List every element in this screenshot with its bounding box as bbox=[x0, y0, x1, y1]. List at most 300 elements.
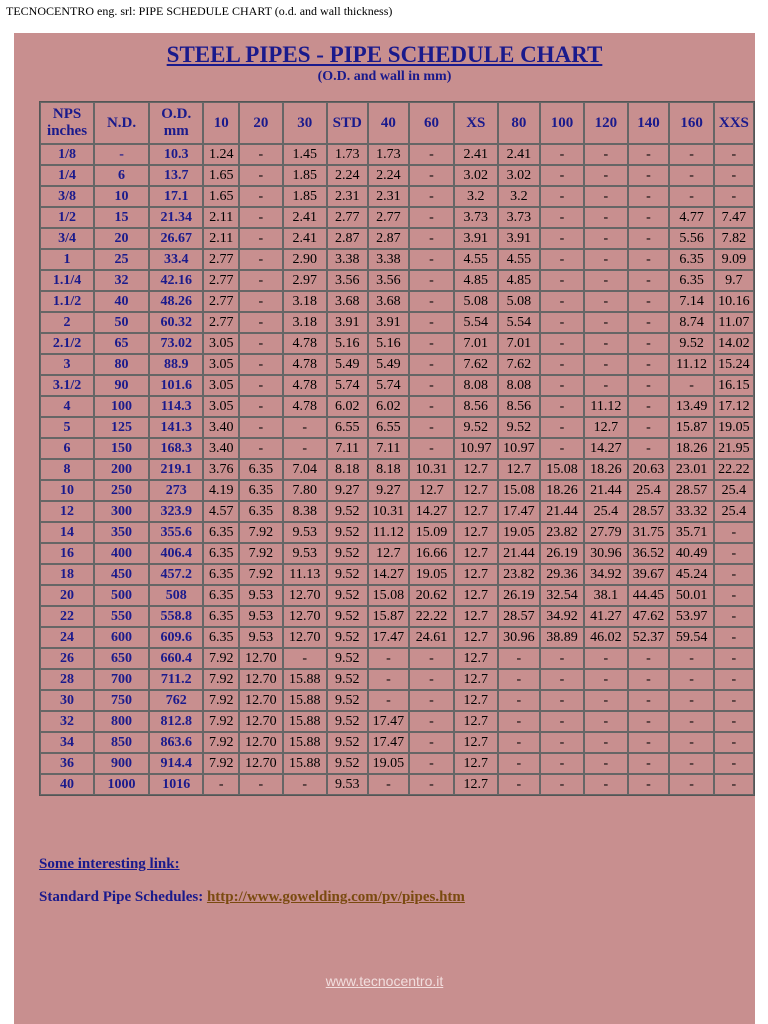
wall-thickness-cell: 10.97 bbox=[454, 438, 498, 459]
wall-thickness-cell: 7.80 bbox=[283, 480, 327, 501]
nps-cell: 1/4 bbox=[40, 165, 94, 186]
wall-thickness-cell: 4.78 bbox=[283, 396, 327, 417]
wall-thickness-cell: - bbox=[409, 732, 453, 753]
wall-thickness-cell: 11.13 bbox=[283, 564, 327, 585]
wall-thickness-cell: 5.54 bbox=[498, 312, 540, 333]
wall-thickness-cell: 14.27 bbox=[368, 564, 410, 585]
column-header: NPS inches bbox=[40, 102, 94, 144]
wall-thickness-cell: 9.52 bbox=[498, 417, 540, 438]
wall-thickness-cell: 3.40 bbox=[203, 417, 239, 438]
wall-thickness-cell: 12.70 bbox=[239, 669, 282, 690]
table-row bbox=[40, 669, 754, 690]
wall-thickness-cell: 7.62 bbox=[498, 354, 540, 375]
wall-thickness-cell: 15.87 bbox=[368, 606, 410, 627]
wall-thickness-cell: 8.18 bbox=[368, 459, 410, 480]
wall-thickness-cell: - bbox=[409, 186, 453, 207]
wall-thickness-cell: 12.7 bbox=[454, 774, 498, 795]
nps-cell: 28 bbox=[40, 669, 94, 690]
wall-thickness-cell: 16.15 bbox=[714, 375, 754, 396]
wall-thickness-cell: - bbox=[239, 249, 282, 270]
wall-thickness-cell: - bbox=[540, 417, 584, 438]
column-header: 30 bbox=[283, 102, 327, 144]
wall-thickness-cell: 23.82 bbox=[540, 522, 584, 543]
wall-thickness-cell: 15.08 bbox=[498, 480, 540, 501]
wall-thickness-cell: 53.97 bbox=[669, 606, 713, 627]
nps-cell: 2.1/2 bbox=[40, 333, 94, 354]
wall-thickness-cell: - bbox=[540, 249, 584, 270]
wall-thickness-cell: - bbox=[540, 312, 584, 333]
nd-cell: 250 bbox=[94, 480, 149, 501]
wall-thickness-cell: 5.49 bbox=[368, 354, 410, 375]
wall-thickness-cell: 9.52 bbox=[327, 564, 368, 585]
wall-thickness-cell: 3.18 bbox=[283, 312, 327, 333]
wall-thickness-cell: 7.04 bbox=[283, 459, 327, 480]
wall-thickness-cell: 12.7 bbox=[409, 480, 453, 501]
column-header: 40 bbox=[368, 102, 410, 144]
wall-thickness-cell: 3.91 bbox=[498, 228, 540, 249]
wall-thickness-cell: - bbox=[628, 354, 670, 375]
chart-subtitle: (O.D. and wall in mm) bbox=[317, 69, 452, 84]
nps-cell: 16 bbox=[40, 543, 94, 564]
column-header: 140 bbox=[628, 102, 670, 144]
wall-thickness-cell: 23.01 bbox=[669, 459, 713, 480]
wall-thickness-cell: 2.11 bbox=[203, 207, 239, 228]
wall-thickness-cell: 4.78 bbox=[283, 333, 327, 354]
wall-thickness-cell: 44.45 bbox=[628, 585, 670, 606]
column-header: O.D. mm bbox=[149, 102, 203, 144]
wall-thickness-cell: - bbox=[409, 354, 453, 375]
wall-thickness-cell: - bbox=[628, 270, 670, 291]
wall-thickness-cell: 9.52 bbox=[327, 753, 368, 774]
wall-thickness-cell: 7.47 bbox=[714, 207, 754, 228]
nd-cell: 400 bbox=[94, 543, 149, 564]
nd-cell: 100 bbox=[94, 396, 149, 417]
wall-thickness-cell: - bbox=[714, 711, 754, 732]
od-cell: 457.2 bbox=[149, 564, 203, 585]
wall-thickness-cell: 5.16 bbox=[327, 333, 368, 354]
wall-thickness-cell: - bbox=[628, 165, 670, 186]
wall-thickness-cell: - bbox=[409, 144, 453, 165]
nps-cell: 32 bbox=[40, 711, 94, 732]
wall-thickness-cell: - bbox=[239, 312, 282, 333]
wall-thickness-cell: - bbox=[669, 690, 713, 711]
wall-thickness-cell: 12.7 bbox=[454, 753, 498, 774]
wall-thickness-cell: 21.44 bbox=[498, 543, 540, 564]
wall-thickness-cell: 5.56 bbox=[669, 228, 713, 249]
wall-thickness-cell: 6.35 bbox=[239, 459, 282, 480]
wall-thickness-cell: - bbox=[584, 291, 627, 312]
od-cell: 406.4 bbox=[149, 543, 203, 564]
wall-thickness-cell: - bbox=[584, 375, 627, 396]
wall-thickness-cell: 9.53 bbox=[239, 606, 282, 627]
column-header: XXS bbox=[714, 102, 754, 144]
wall-thickness-cell: - bbox=[283, 774, 327, 795]
nps-cell: 3 bbox=[40, 354, 94, 375]
wall-thickness-cell: 9.52 bbox=[327, 669, 368, 690]
wall-thickness-cell: 39.67 bbox=[628, 564, 670, 585]
wall-thickness-cell: - bbox=[714, 627, 754, 648]
wall-thickness-cell: 15.88 bbox=[283, 690, 327, 711]
wall-thickness-cell: 8.18 bbox=[327, 459, 368, 480]
wall-thickness-cell: - bbox=[714, 690, 754, 711]
wall-thickness-cell: - bbox=[584, 270, 627, 291]
wall-thickness-cell: 3.38 bbox=[368, 249, 410, 270]
od-cell: 21.34 bbox=[149, 207, 203, 228]
wall-thickness-cell: 15.87 bbox=[669, 417, 713, 438]
wall-thickness-cell: 12.70 bbox=[239, 711, 282, 732]
wall-thickness-cell: 12.7 bbox=[454, 690, 498, 711]
wall-thickness-cell: 15.88 bbox=[283, 711, 327, 732]
wall-thickness-cell: - bbox=[283, 648, 327, 669]
nps-cell: 3.1/2 bbox=[40, 375, 94, 396]
wall-thickness-cell: 19.05 bbox=[368, 753, 410, 774]
wall-thickness-cell: 25.4 bbox=[584, 501, 627, 522]
wall-thickness-cell: 12.7 bbox=[454, 522, 498, 543]
wall-thickness-cell: 4.85 bbox=[498, 270, 540, 291]
wall-thickness-cell: 15.88 bbox=[283, 669, 327, 690]
wall-thickness-cell: 41.27 bbox=[584, 606, 627, 627]
wall-thickness-cell: 23.82 bbox=[498, 564, 540, 585]
wall-thickness-cell: 7.82 bbox=[714, 228, 754, 249]
table-row bbox=[40, 396, 754, 417]
wall-thickness-cell: - bbox=[540, 375, 584, 396]
wall-thickness-cell: - bbox=[409, 753, 453, 774]
nps-cell: 2 bbox=[40, 312, 94, 333]
wall-thickness-cell: 5.08 bbox=[498, 291, 540, 312]
wall-thickness-cell: 3.73 bbox=[498, 207, 540, 228]
wall-thickness-cell: 7.92 bbox=[203, 711, 239, 732]
wall-thickness-cell: 5.16 bbox=[368, 333, 410, 354]
table-row bbox=[40, 333, 754, 354]
od-cell: 711.2 bbox=[149, 669, 203, 690]
nps-cell: 40 bbox=[40, 774, 94, 795]
wall-thickness-cell: - bbox=[669, 375, 713, 396]
wall-thickness-cell: 45.24 bbox=[669, 564, 713, 585]
wall-thickness-cell: 2.97 bbox=[283, 270, 327, 291]
wall-thickness-cell: 3.40 bbox=[203, 438, 239, 459]
wall-thickness-cell: 36.52 bbox=[628, 543, 670, 564]
nps-cell: 1/8 bbox=[40, 144, 94, 165]
nd-cell: 800 bbox=[94, 711, 149, 732]
wall-thickness-cell: 3.02 bbox=[454, 165, 498, 186]
wall-thickness-cell: - bbox=[584, 774, 627, 795]
document-title: TECNOCENTRO eng. srl: PIPE SCHEDULE CHART (o.d. and wall thickness) bbox=[6, 4, 393, 18]
wall-thickness-cell: - bbox=[239, 207, 282, 228]
wall-thickness-cell: - bbox=[409, 669, 453, 690]
table-row bbox=[40, 438, 754, 459]
wall-thickness-cell: 2.41 bbox=[454, 144, 498, 165]
wall-thickness-cell: 11.07 bbox=[714, 312, 754, 333]
wall-thickness-cell: - bbox=[239, 438, 282, 459]
table-row bbox=[40, 690, 754, 711]
wall-thickness-cell: 9.53 bbox=[327, 774, 368, 795]
wall-thickness-cell: 3.18 bbox=[283, 291, 327, 312]
wall-thickness-cell: 10.97 bbox=[498, 438, 540, 459]
wall-thickness-cell: - bbox=[584, 186, 627, 207]
wall-thickness-cell: 15.88 bbox=[283, 753, 327, 774]
wall-thickness-cell: - bbox=[714, 606, 754, 627]
wall-thickness-cell: 18.26 bbox=[540, 480, 584, 501]
table-row bbox=[40, 732, 754, 753]
links-heading: Some interesting link: bbox=[39, 856, 180, 872]
column-header: 80 bbox=[498, 102, 540, 144]
wall-thickness-cell: - bbox=[540, 711, 584, 732]
wall-thickness-cell: 4.55 bbox=[498, 249, 540, 270]
wall-thickness-cell: 3.02 bbox=[498, 165, 540, 186]
wall-thickness-cell: - bbox=[584, 711, 627, 732]
wall-thickness-cell: 20.62 bbox=[409, 585, 453, 606]
wall-thickness-cell: 3.2 bbox=[498, 186, 540, 207]
nd-cell: 1000 bbox=[94, 774, 149, 795]
wall-thickness-cell: - bbox=[540, 774, 584, 795]
wall-thickness-cell: 3.73 bbox=[454, 207, 498, 228]
wall-thickness-cell: 8.08 bbox=[454, 375, 498, 396]
wall-thickness-cell: - bbox=[498, 732, 540, 753]
nd-cell: 10 bbox=[94, 186, 149, 207]
wall-thickness-cell: 9.7 bbox=[714, 270, 754, 291]
wall-thickness-cell: 12.7 bbox=[454, 732, 498, 753]
wall-thickness-cell: - bbox=[540, 207, 584, 228]
wall-thickness-cell: - bbox=[669, 144, 713, 165]
wall-thickness-cell: 1.45 bbox=[283, 144, 327, 165]
wall-thickness-cell: 8.56 bbox=[454, 396, 498, 417]
wall-thickness-cell: 2.77 bbox=[368, 207, 410, 228]
wall-thickness-cell: 12.7 bbox=[454, 564, 498, 585]
wall-thickness-cell: - bbox=[540, 669, 584, 690]
table-row bbox=[40, 774, 754, 795]
wall-thickness-cell: - bbox=[409, 312, 453, 333]
nps-cell: 34 bbox=[40, 732, 94, 753]
nd-cell: 600 bbox=[94, 627, 149, 648]
wall-thickness-cell: 3.05 bbox=[203, 375, 239, 396]
wall-thickness-cell: 38.89 bbox=[540, 627, 584, 648]
od-cell: 323.9 bbox=[149, 501, 203, 522]
wall-thickness-cell: - bbox=[584, 207, 627, 228]
wall-thickness-cell: 6.35 bbox=[239, 501, 282, 522]
wall-thickness-cell: 4.85 bbox=[454, 270, 498, 291]
wall-thickness-cell: 1.85 bbox=[283, 186, 327, 207]
wall-thickness-cell: 3.91 bbox=[454, 228, 498, 249]
wall-thickness-cell: 5.74 bbox=[368, 375, 410, 396]
wall-thickness-cell: - bbox=[540, 396, 584, 417]
wall-thickness-cell: 9.52 bbox=[669, 333, 713, 354]
wall-thickness-cell: 9.53 bbox=[239, 585, 282, 606]
table-header-row bbox=[40, 102, 754, 144]
od-cell: 609.6 bbox=[149, 627, 203, 648]
pipe-schedules-link[interactable]: http://www.gowelding.com/pv/pipes.htm bbox=[206, 889, 465, 905]
wall-thickness-cell: 17.47 bbox=[368, 711, 410, 732]
wall-thickness-cell: 2.24 bbox=[368, 165, 410, 186]
wall-thickness-cell: 12.7 bbox=[454, 501, 498, 522]
nps-cell: 1.1/2 bbox=[40, 291, 94, 312]
table-row bbox=[40, 522, 754, 543]
wall-thickness-cell: - bbox=[498, 753, 540, 774]
wall-thickness-cell: - bbox=[540, 270, 584, 291]
wall-thickness-cell: 12.7 bbox=[454, 585, 498, 606]
wall-thickness-cell: 7.92 bbox=[203, 669, 239, 690]
wall-thickness-cell: 12.70 bbox=[239, 648, 282, 669]
links-line bbox=[39, 889, 465, 906]
wall-thickness-cell: - bbox=[584, 669, 627, 690]
wall-thickness-cell: 28.57 bbox=[628, 501, 670, 522]
table-row bbox=[40, 375, 754, 396]
nps-cell: 18 bbox=[40, 564, 94, 585]
wall-thickness-cell: 12.7 bbox=[454, 606, 498, 627]
wall-thickness-cell: 6.35 bbox=[203, 522, 239, 543]
wall-thickness-cell: 7.62 bbox=[454, 354, 498, 375]
wall-thickness-cell: - bbox=[409, 165, 453, 186]
wall-thickness-cell: - bbox=[540, 144, 584, 165]
wall-thickness-cell: 34.92 bbox=[584, 564, 627, 585]
column-header: N.D. bbox=[94, 102, 149, 144]
nps-cell: 3/4 bbox=[40, 228, 94, 249]
wall-thickness-cell: 28.57 bbox=[669, 480, 713, 501]
wall-thickness-cell: 12.7 bbox=[454, 669, 498, 690]
wall-thickness-cell: 15.09 bbox=[409, 522, 453, 543]
wall-thickness-cell: - bbox=[409, 228, 453, 249]
wall-thickness-cell: - bbox=[409, 690, 453, 711]
nd-cell: 450 bbox=[94, 564, 149, 585]
link-label: Standard Pipe Schedules: bbox=[39, 889, 204, 905]
od-cell: 101.6 bbox=[149, 375, 203, 396]
od-cell: 88.9 bbox=[149, 354, 203, 375]
wall-thickness-cell: 3.56 bbox=[368, 270, 410, 291]
column-header: 10 bbox=[203, 102, 239, 144]
wall-thickness-cell: 27.79 bbox=[584, 522, 627, 543]
wall-thickness-cell: 15.24 bbox=[714, 354, 754, 375]
wall-thickness-cell: - bbox=[714, 648, 754, 669]
wall-thickness-cell: - bbox=[239, 228, 282, 249]
wall-thickness-cell: 17.47 bbox=[368, 627, 410, 648]
footer-website-link[interactable]: www.tecnocentro.it bbox=[325, 973, 444, 989]
wall-thickness-cell: 2.90 bbox=[283, 249, 327, 270]
wall-thickness-cell: - bbox=[498, 648, 540, 669]
wall-thickness-cell: - bbox=[540, 291, 584, 312]
wall-thickness-cell: - bbox=[540, 333, 584, 354]
wall-thickness-cell: - bbox=[584, 690, 627, 711]
wall-thickness-cell: - bbox=[628, 774, 670, 795]
wall-thickness-cell: 9.27 bbox=[327, 480, 368, 501]
chart-panel bbox=[14, 33, 755, 1024]
wall-thickness-cell: 2.41 bbox=[283, 207, 327, 228]
wall-thickness-cell: - bbox=[283, 417, 327, 438]
wall-thickness-cell: 6.35 bbox=[239, 480, 282, 501]
wall-thickness-cell: 22.22 bbox=[409, 606, 453, 627]
wall-thickness-cell: 7.01 bbox=[454, 333, 498, 354]
wall-thickness-cell: - bbox=[628, 732, 670, 753]
wall-thickness-cell: - bbox=[628, 312, 670, 333]
wall-thickness-cell: - bbox=[540, 648, 584, 669]
wall-thickness-cell: - bbox=[714, 774, 754, 795]
wall-thickness-cell: 2.77 bbox=[203, 312, 239, 333]
od-cell: 13.7 bbox=[149, 165, 203, 186]
wall-thickness-cell: - bbox=[239, 774, 282, 795]
wall-thickness-cell: 5.49 bbox=[327, 354, 368, 375]
table-row bbox=[40, 417, 754, 438]
wall-thickness-cell: - bbox=[628, 144, 670, 165]
table-row bbox=[40, 312, 754, 333]
nd-cell: 20 bbox=[94, 228, 149, 249]
table-row bbox=[40, 543, 754, 564]
wall-thickness-cell: 12.7 bbox=[584, 417, 627, 438]
wall-thickness-cell: 17.47 bbox=[498, 501, 540, 522]
wall-thickness-cell: 52.37 bbox=[628, 627, 670, 648]
wall-thickness-cell: - bbox=[628, 417, 670, 438]
wall-thickness-cell: - bbox=[239, 354, 282, 375]
od-cell: 558.8 bbox=[149, 606, 203, 627]
wall-thickness-cell: 4.77 bbox=[669, 207, 713, 228]
table-row bbox=[40, 753, 754, 774]
wall-thickness-cell: 2.87 bbox=[368, 228, 410, 249]
wall-thickness-cell: - bbox=[239, 144, 282, 165]
nd-cell: 80 bbox=[94, 354, 149, 375]
nps-cell: 22 bbox=[40, 606, 94, 627]
wall-thickness-cell: 1.24 bbox=[203, 144, 239, 165]
pipe-schedule-table bbox=[39, 101, 755, 796]
wall-thickness-cell: 7.92 bbox=[239, 522, 282, 543]
wall-thickness-cell: 12.7 bbox=[454, 648, 498, 669]
wall-thickness-cell: 2.41 bbox=[283, 228, 327, 249]
wall-thickness-cell: 7.92 bbox=[203, 648, 239, 669]
wall-thickness-cell: 20.63 bbox=[628, 459, 670, 480]
nd-cell: - bbox=[94, 144, 149, 165]
wall-thickness-cell: - bbox=[409, 438, 453, 459]
wall-thickness-cell: 4.19 bbox=[203, 480, 239, 501]
wall-thickness-cell: 6.55 bbox=[327, 417, 368, 438]
column-header: XS bbox=[454, 102, 498, 144]
od-cell: 73.02 bbox=[149, 333, 203, 354]
wall-thickness-cell: 19.05 bbox=[498, 522, 540, 543]
wall-thickness-cell: 2.31 bbox=[368, 186, 410, 207]
wall-thickness-cell: - bbox=[628, 249, 670, 270]
nps-cell: 10 bbox=[40, 480, 94, 501]
wall-thickness-cell: 8.74 bbox=[669, 312, 713, 333]
nps-cell: 3/8 bbox=[40, 186, 94, 207]
od-cell: 114.3 bbox=[149, 396, 203, 417]
wall-thickness-cell: 34.92 bbox=[540, 606, 584, 627]
wall-thickness-cell: 1.73 bbox=[327, 144, 368, 165]
wall-thickness-cell: - bbox=[498, 690, 540, 711]
wall-thickness-cell: 50.01 bbox=[669, 585, 713, 606]
wall-thickness-cell: - bbox=[540, 228, 584, 249]
wall-thickness-cell: 25.4 bbox=[628, 480, 670, 501]
wall-thickness-cell: - bbox=[584, 165, 627, 186]
wall-thickness-cell: - bbox=[409, 249, 453, 270]
wall-thickness-cell: - bbox=[239, 396, 282, 417]
chart-title: STEEL PIPES - PIPE SCHEDULE CHART bbox=[166, 42, 603, 67]
wall-thickness-cell: 22.22 bbox=[714, 459, 754, 480]
wall-thickness-cell: 16.66 bbox=[409, 543, 453, 564]
wall-thickness-cell: 31.75 bbox=[628, 522, 670, 543]
wall-thickness-cell: 10.31 bbox=[409, 459, 453, 480]
wall-thickness-cell: 6.35 bbox=[669, 270, 713, 291]
nps-cell: 20 bbox=[40, 585, 94, 606]
od-cell: 219.1 bbox=[149, 459, 203, 480]
wall-thickness-cell: - bbox=[409, 417, 453, 438]
od-cell: 168.3 bbox=[149, 438, 203, 459]
wall-thickness-cell: - bbox=[628, 228, 670, 249]
wall-thickness-cell: 12.70 bbox=[283, 585, 327, 606]
wall-thickness-cell: 15.08 bbox=[540, 459, 584, 480]
od-cell: 762 bbox=[149, 690, 203, 711]
wall-thickness-cell: 4.78 bbox=[283, 354, 327, 375]
od-cell: 914.4 bbox=[149, 753, 203, 774]
wall-thickness-cell: - bbox=[714, 564, 754, 585]
wall-thickness-cell: 18.26 bbox=[669, 438, 713, 459]
table-body bbox=[40, 144, 754, 795]
wall-thickness-cell: - bbox=[584, 333, 627, 354]
wall-thickness-cell: - bbox=[409, 648, 453, 669]
